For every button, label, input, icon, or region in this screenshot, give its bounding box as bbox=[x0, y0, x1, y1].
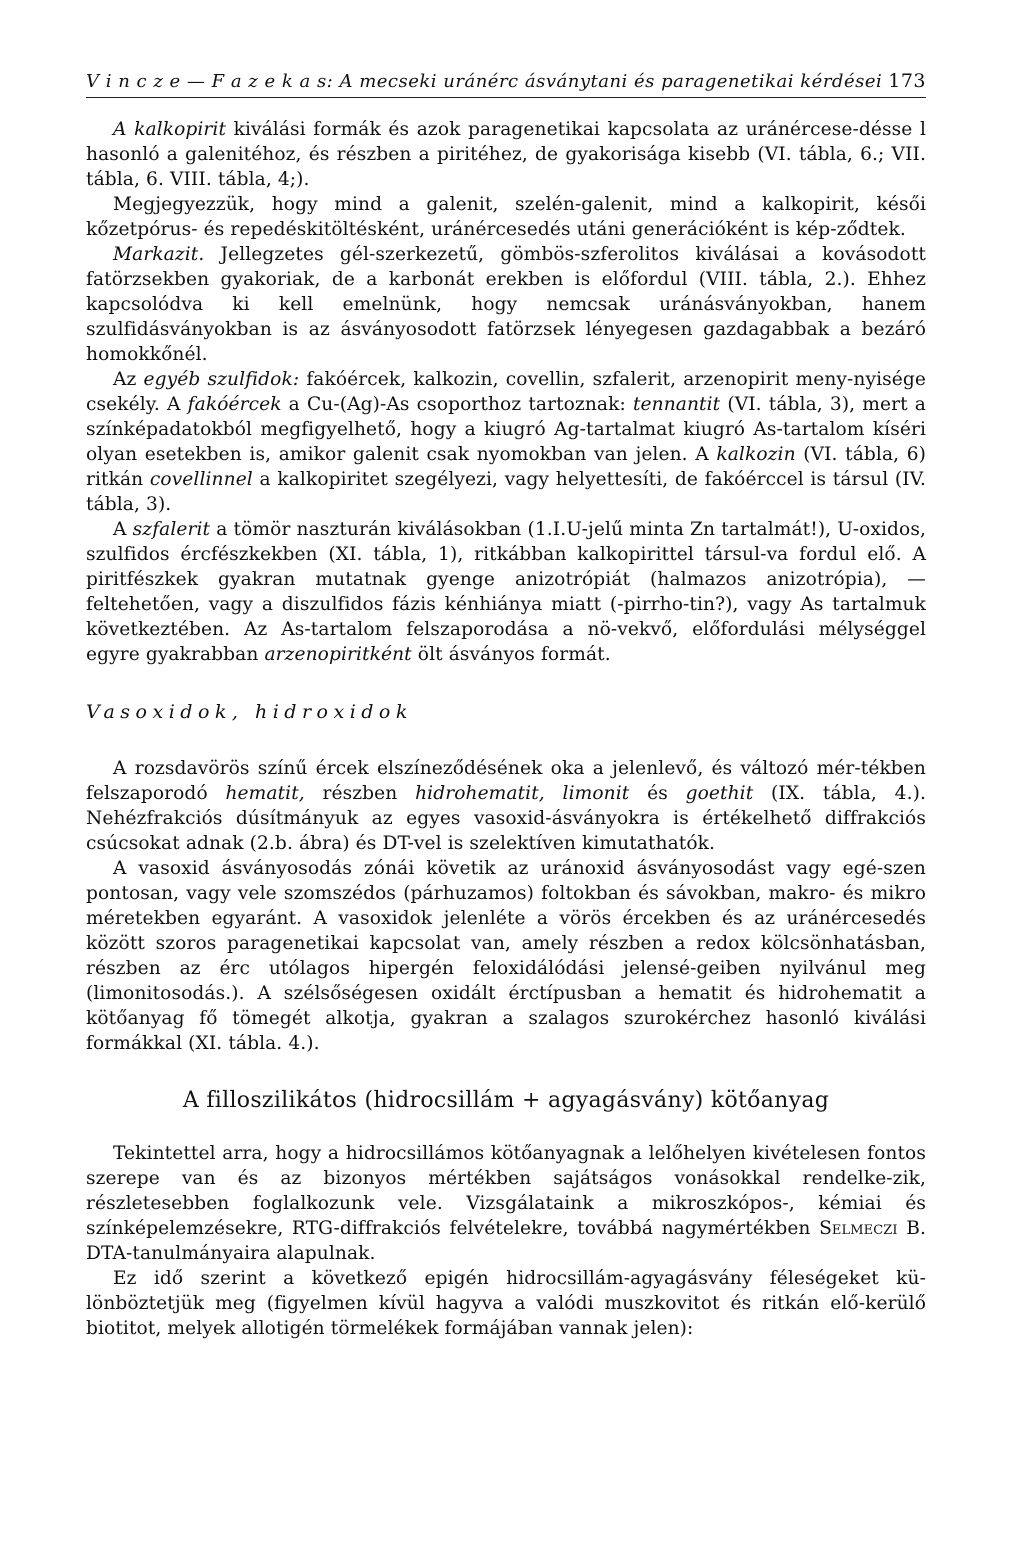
document-page bbox=[86, 70, 926, 1341]
paragraph-text: (IX. tábla, 4.). Nehézfrakciós dúsítmányuk az egyes vasoxid-ásványokra is értékelhető diffrakciós csúcsokat adnak (2.b. ábra) és DT-vel is szelektíven kimutathatók. bbox=[86, 783, 926, 854]
paragraph-text: Ez idő szerint a következő epigén hidrocsillám-agyagásvány féleségeket kü-lönböztetjük meg (figyelmen kívül hagyva a valódi muszkovitot és ritkán elő-kerülő biotitot, melyek allotigén törmelékek formájában vannak jelen): bbox=[86, 1268, 926, 1339]
paragraph-szfalerit bbox=[86, 517, 926, 667]
paragraph-text: Jellegzetes gél-szerkezetű, gömbös-szferolitos kiválásai a kovásodott fatörzsekben gyakoriak, de a karbonát erekben is előfordul (VIII. tábla, 2.). Ehhez kapcsolódva ki kell emelnünk, hogy nemcsak uránásványokban, hanem szulfidásványokban is az ásványosodott fatörzsek lényegesen gazdagabbak a bezáró homokkőnél. bbox=[86, 244, 926, 365]
paragraph-text: a kalkopiritet szegélyezi, vagy helyettesíti, de fakóérccel is társul (IV. tábla, 3). bbox=[86, 469, 926, 515]
page-number: 173 bbox=[888, 70, 926, 92]
section-heading-filloszilikatos: A filloszilikátos (hidrocsillám + agyagásvány) kötőanyag bbox=[182, 1088, 830, 1113]
paragraph-rozsdavoros bbox=[86, 756, 926, 856]
paragraph-text: Az bbox=[113, 369, 144, 390]
term-fakoercek: fakóércek bbox=[187, 394, 282, 415]
term-hidrohematit-limonit: hidrohematit, limonit bbox=[415, 783, 630, 804]
paragraph-tekintettel bbox=[86, 1141, 926, 1266]
term-hematit: hematit, bbox=[225, 783, 305, 804]
paragraph-text: B. DTA-tanulmányaira alapulnak. bbox=[86, 1218, 926, 1264]
term-goethit: goethit bbox=[685, 783, 754, 804]
term-tennantit: tennantit bbox=[632, 394, 721, 415]
term-kalkopirit: A kalkopirit bbox=[113, 119, 227, 140]
paragraph-megjegyezzuk bbox=[86, 192, 926, 242]
term-szfalerit: szfalerit bbox=[132, 519, 211, 540]
paragraph-text: Tekintettel arra, hogy a hidrocsillámos kötőanyagnak a lelőhelyen kivételesen fontos szerepe van és az bizonyos mértékben sajátságos vonásokkal rendelke-zik, részletesebben foglalkozunk vele. Vizsgálataink a mikroszkópos-, kémiai és színképelemzésekre, RTG-diffrakciós felvételekre, továbbá nagymértékben bbox=[86, 1143, 926, 1239]
paragraph-text: A rozsdavörös színű ércek elszíneződésének oka a jelenlevő, és változó mér-tékben felszaporodó bbox=[86, 758, 926, 804]
section-heading-vasoxidok: Vasoxidok, hidroxidok bbox=[86, 701, 413, 723]
paragraph-text: kiválási formák és azok paragenetikai kapcsolata az uránércese-désse l hasonló a galenitéhoz, és részben a piritéhez, de gyakorisága kisebb (VI. tábla, 6.; VII. tábla, 6. VIII. tábla, 4;). bbox=[86, 119, 926, 190]
term-kalkozin: kalkozin bbox=[716, 444, 796, 465]
paragraph-text: a Cu-(Ag)-As csoporthoz tartoznak: bbox=[281, 394, 633, 415]
paragraph-text: fakóércek, kalkozin, covellin, szfalerit, arzenopirit meny-nyisége csekély. A bbox=[86, 369, 926, 415]
term-covellinnel: covellinnel bbox=[149, 469, 253, 490]
paragraph-kalkopirit bbox=[86, 117, 926, 192]
paragraph-text: Megjegyezzük, hogy mind a galenit, szelén-galenit, mind a kalkopirit, késői kőzetpórus- és repedéskitöltésként, uránércesedés utáni generációként is kép-ződtek. bbox=[86, 194, 926, 240]
paragraph-text: (VI. tábla, 3), mert a színképadatokból megfigyelhető, hogy a kiugró Ag-tartalmat kiugró As-tartalom kíséri olyan esetekben is, amikor galenit csak nyomokban van jelen. A bbox=[86, 394, 926, 465]
term-egyeb-szulfidok: egyéb szulfidok: bbox=[143, 369, 300, 390]
body-text bbox=[86, 117, 926, 1341]
paragraph-text: ölt ásványos formát. bbox=[411, 644, 611, 665]
paragraph-text: részben bbox=[304, 783, 416, 804]
paragraph-ez-ido-szerint bbox=[86, 1266, 926, 1341]
paragraph-text: és bbox=[629, 783, 686, 804]
paragraph-text: A bbox=[113, 519, 133, 540]
header-authors: V i n c z e — F a z e k a s: bbox=[86, 71, 334, 92]
term-arzenopiritkent: arzenopiritként bbox=[264, 644, 412, 665]
running-header bbox=[86, 70, 926, 98]
header-left bbox=[86, 71, 882, 92]
paragraph-vasoxid-asvanyosodas bbox=[86, 856, 926, 1056]
paragraph-text: (VI. tábla, 6) ritkán bbox=[86, 444, 927, 490]
term-markazit: Markazit. bbox=[113, 244, 205, 265]
header-title: A mecseki uránérc ásványtani és paragenetikai kérdései bbox=[339, 71, 883, 92]
paragraph-text: a tömör naszturán kiválásokban (1.I.U-jelű minta Zn tartalmát!), U-oxidos, szulfidos ércfészkekben (XI. tábla, 1), ritkábban kalkopirittel társul-va fordul elő. A piritfészkek gyakran mutatnak gyenge anizotrópiát (halmazos anizotrópia), — feltehetően, vagy a diszulfidos fázis kénhiánya miatt (-pirrho-tin?), vagy As tartalmuk következtében. Az As-tartalom felszaporodása a nö-vekvő, előfordulási mélységgel egyre gyakrabban bbox=[86, 519, 927, 665]
paragraph-text: A vasoxid ásványosodás zónái követik az uránoxid ásványosodást vagy egé-szen pontosan, vagy vele szomszédos (párhuzamos) foltokban és sávokban, makro- és mikro méretekben egyaránt. A vasoxidok jelenléte a vörös ércekben és az uránércesedés között szoros paragenetikai kapcsolat van, amely részben a redox kölcsönhatásban, részben az érc utólagos hipergén feloxidálódási jelensé-geiben nyilvánul meg (limonitosodás.). A szélsőségesen oxidált érctípusban a hematit és hidrohematit a kötőanyag fő tömegét alkotja, gyakran a szalagos szurokérchez hasonló kiválási formákkal (XI. tábla. 4.). bbox=[86, 858, 926, 1054]
author-name-selmeczi: Selmeczi bbox=[819, 1218, 898, 1239]
paragraph-egyeb-szulfidok bbox=[86, 367, 926, 517]
paragraph-markazit bbox=[86, 242, 926, 367]
